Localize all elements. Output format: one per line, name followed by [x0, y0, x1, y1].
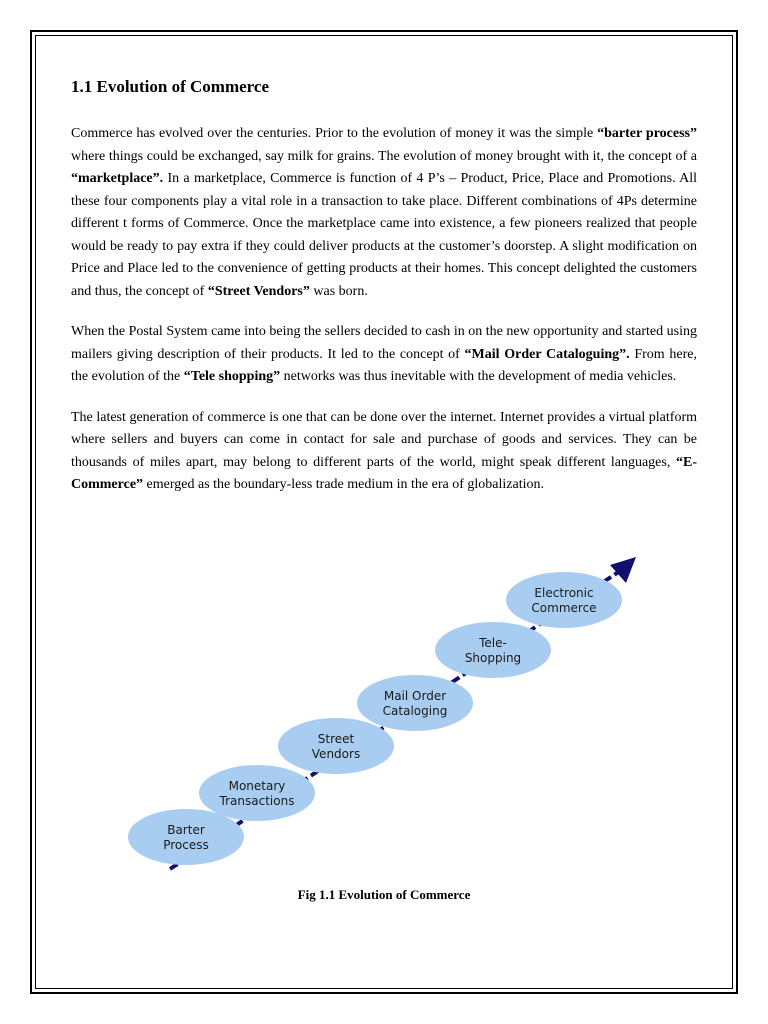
bold-term: “Tele shopping” — [183, 369, 281, 384]
bold-term: “Mail Order Cataloguing”. — [464, 346, 630, 362]
evolution-diagram — [100, 547, 668, 877]
stage-label: Vendors — [311, 747, 361, 761]
text-run: From here, the evolution of the — [71, 346, 697, 384]
bold-term: “Street Vendors” — [207, 283, 310, 299]
stage-label: Process — [163, 838, 209, 852]
stage-label: Barter — [167, 823, 205, 837]
stage-label: Commerce — [531, 601, 597, 615]
stage-label: Electronic — [534, 586, 594, 600]
text-run: When the Postal System came into being the sellers decided to cash in on the new opportunity and started using mailers giving description of their products. It led to the concept of — [71, 324, 697, 362]
stage-label: Monetary — [228, 779, 286, 793]
stage-ellipse — [199, 765, 315, 821]
stage-ellipse — [357, 675, 473, 731]
bold-term: “marketplace”. — [71, 171, 164, 186]
text-run: networks was thus inevitable with the development of media vehicles. — [280, 369, 677, 384]
arrow-head — [610, 557, 636, 583]
bold-term: “barter process” — [597, 126, 697, 141]
figure-caption: Fig 1.1 Evolution of Commerce — [297, 887, 471, 902]
stage-ellipse — [278, 718, 394, 774]
stage-label: Tele- — [479, 636, 507, 650]
bold-term: “E-Commerce” — [71, 454, 697, 492]
stage-label: Street — [317, 732, 355, 746]
paragraph-barter-to-vendors — [71, 123, 697, 303]
text-run: was born. — [309, 283, 368, 299]
stage-ellipse — [435, 622, 551, 678]
text-run: emerged as the boundary-less trade medium in the era of globalization. — [143, 477, 544, 492]
paragraph-mail-order-teleshopping — [71, 321, 697, 389]
page-content — [71, 76, 697, 515]
paragraph-ecommerce — [71, 407, 697, 497]
stage-ellipse — [506, 572, 622, 628]
stage-ellipse — [128, 809, 244, 865]
stage-label: Transactions — [219, 794, 295, 808]
text-run: where things could be exchanged, say milk for grains. The evolution of money brought with it, the concept of a — [71, 148, 697, 164]
text-run: The latest generation of commerce is one that can be done over the internet. Internet provides a virtual platform where sellers and buyers can come in contact for sale and purchase of goods and services. They can be thousands of miles apart, may belong to different parts of the world, might speak different languages, — [71, 409, 697, 470]
stage-label: Mail Order — [383, 689, 447, 703]
text-run: In a marketplace, Commerce is function of 4 P’s – Product, Price, Place and Promotions. All these four components play a vital role in a transaction to take place. Different combinations of 4Ps determine different t forms of Commerce. Once the marketplace came into existence, a few pioneers realized that people would be ready to pay extra if they could deliver products at the customer’s doorstep. A slight modification on Price and Place led to the convenience of getting products at their homes. This concept delighted the customers and thus, the concept of — [71, 171, 697, 299]
section-heading: 1.1 Evolution of Commerce — [71, 77, 269, 96]
stage-label: Cataloging — [382, 704, 448, 718]
evolution-diagram-svg — [100, 547, 668, 877]
stage-label: Shopping — [464, 651, 522, 665]
text-run: Commerce has evolved over the centuries. Prior to the evolution of money it was the simple — [71, 126, 598, 141]
